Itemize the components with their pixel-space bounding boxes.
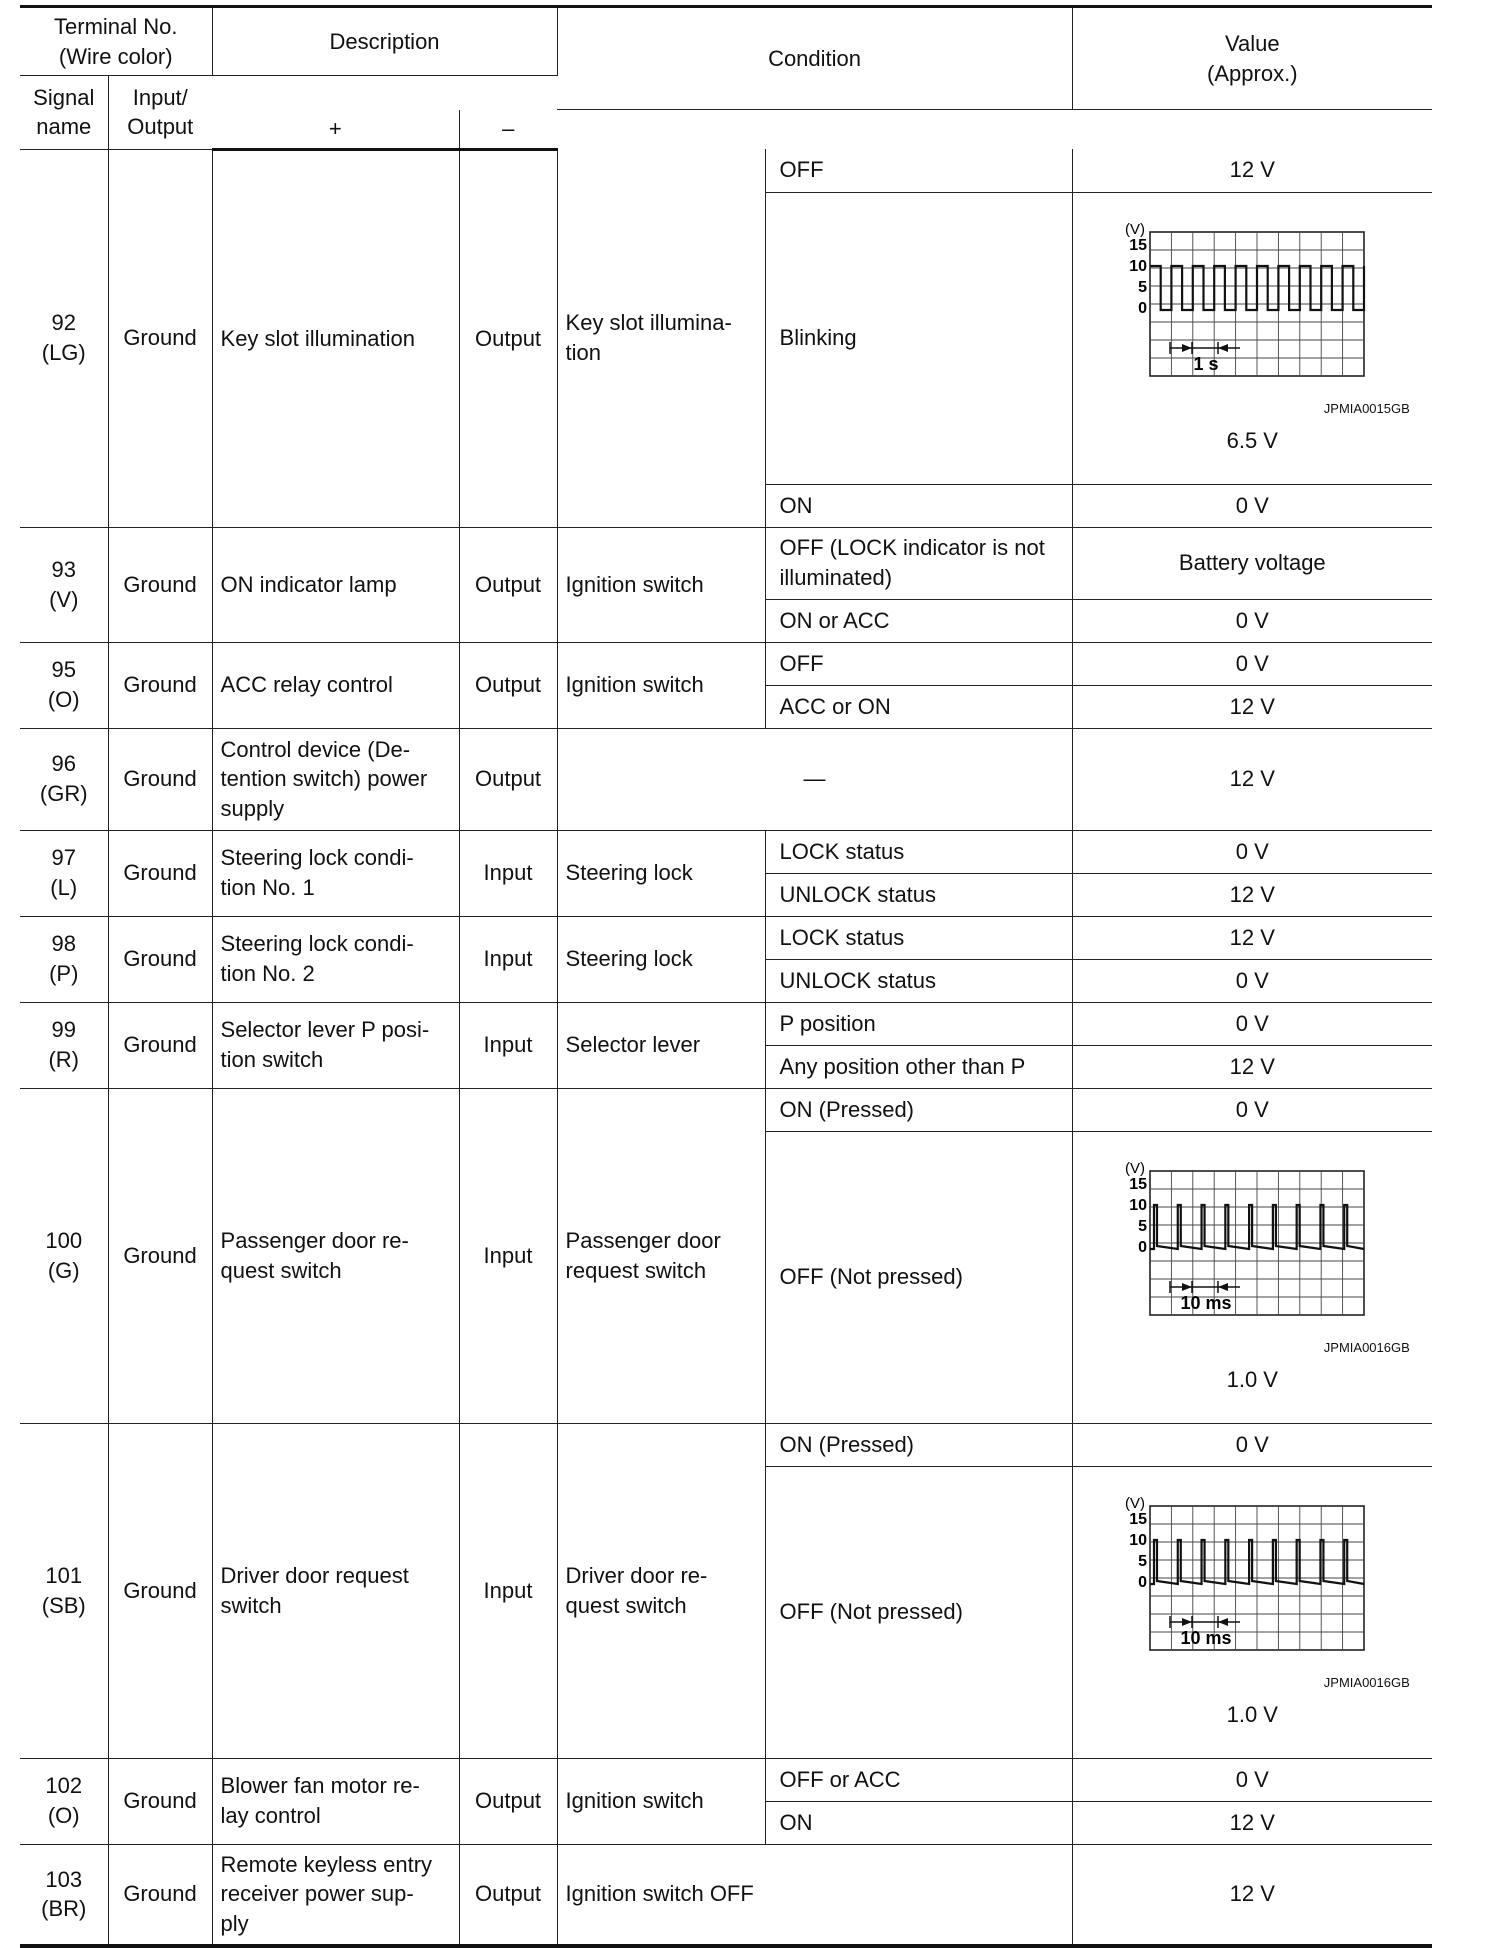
input-output-header: Input/ Output (108, 76, 212, 149)
terminal-cell: 98 (P) (20, 916, 108, 1002)
arrow-left-icon (1218, 1618, 1228, 1626)
condition-header: Condition (557, 7, 1072, 110)
signal-name-header: Signal name (20, 76, 108, 149)
table-row (20, 830, 1432, 873)
arrow-right-icon (1182, 344, 1192, 352)
ground-cell: Ground (108, 527, 212, 642)
value-cell: Battery voltage (1072, 527, 1432, 599)
subcondition-cell: UNLOCK status (765, 959, 1072, 1002)
subcondition-cell: OFF or ACC (765, 1758, 1072, 1801)
condition-cell: Selector lever (557, 1002, 765, 1088)
condition-cell: Ignition switch (557, 642, 765, 728)
waveform-chart (1095, 1161, 1405, 1339)
subcondition-cell: ON (Pressed) (765, 1423, 1072, 1466)
table-row (20, 149, 1432, 192)
description-header: Description (212, 7, 557, 76)
axis-unit-label: (V) (1124, 1496, 1145, 1513)
terminal-cell: 92 (LG) (20, 149, 108, 527)
y-tick-label: 10 (1129, 1532, 1147, 1550)
signal-cell: Driver door request switch (212, 1423, 459, 1758)
ground-cell: Ground (108, 642, 212, 728)
y-tick-label: 10 (1129, 258, 1147, 276)
terminal-cell: 101 (SB) (20, 1423, 108, 1758)
condition-cell: Ignition switch OFF (557, 1844, 1072, 1946)
io-cell: Output (459, 149, 557, 527)
condition-cell: Steering lock (557, 916, 765, 1002)
waveform-cell (1072, 192, 1432, 484)
arrow-right-icon (1182, 1283, 1192, 1291)
ground-cell: Ground (108, 830, 212, 916)
condition-cell: Key slot illumina- tion (557, 149, 765, 527)
signal-cell: ON indicator lamp (212, 527, 459, 642)
figure-code: JPMIA0015GB (1323, 401, 1410, 417)
subcondition-cell: UNLOCK status (765, 873, 1072, 916)
io-cell: Output (459, 527, 557, 642)
y-tick-label: 5 (1137, 1218, 1147, 1236)
subcondition-cell: Any position other than P (765, 1045, 1072, 1088)
terminal-cell: 103 (BR) (20, 1844, 108, 1946)
table-row (20, 527, 1432, 599)
table-row (20, 916, 1432, 959)
signal-cell: Control device (De- tention switch) power supply (212, 728, 459, 830)
ground-cell: Ground (108, 1088, 212, 1423)
io-cell: Output (459, 728, 557, 830)
terminal-cell: 102 (O) (20, 1758, 108, 1844)
arrow-left-icon (1218, 1283, 1228, 1291)
terminal-cell: 95 (O) (20, 642, 108, 728)
io-cell: Output (459, 642, 557, 728)
subcondition-cell: LOCK status (765, 916, 1072, 959)
value-cell: 12 V (1072, 685, 1432, 728)
value-cell: 0 V (1072, 830, 1432, 873)
signal-cell: Passenger door re- quest switch (212, 1088, 459, 1423)
signal-cell: Remote keyless entry receiver power sup- ply (212, 1844, 459, 1946)
waveform-chart (1095, 1496, 1405, 1674)
subcondition-cell: OFF (765, 149, 1072, 192)
value-cell: 12 V (1072, 1844, 1432, 1946)
io-cell: Input (459, 1088, 557, 1423)
value-cell: 0 V (1072, 1002, 1432, 1045)
signal-trace (1150, 266, 1364, 310)
y-tick-label: 0 (1137, 300, 1147, 318)
table-row (20, 1423, 1432, 1466)
value-cell: 12 V (1072, 728, 1432, 830)
value-cell: 0 V (1072, 959, 1432, 1002)
ground-cell: Ground (108, 1758, 212, 1844)
y-tick-label: 0 (1137, 1239, 1147, 1257)
axis-unit-label: (V) (1124, 222, 1145, 239)
y-tick-label: 5 (1137, 279, 1147, 297)
figure-code: JPMIA0016GB (1323, 1340, 1410, 1356)
subcondition-cell: OFF (LOCK indicator is not illuminated) (765, 527, 1072, 599)
io-cell: Input (459, 1423, 557, 1758)
terminal-cell: 99 (R) (20, 1002, 108, 1088)
terminal-cell: 96 (GR) (20, 728, 108, 830)
subcondition-cell: OFF (765, 642, 1072, 685)
value-cell: 0 V (1072, 599, 1432, 642)
subcondition-cell: OFF (Not pressed) (765, 1466, 1072, 1758)
terminal-cell: 97 (L) (20, 830, 108, 916)
ground-cell: Ground (108, 728, 212, 830)
value-cell: 12 V (1072, 1045, 1432, 1088)
minus-header: – (459, 110, 557, 149)
value-header: Value (Approx.) (1072, 7, 1432, 110)
condition-cell: Passenger door request switch (557, 1088, 765, 1423)
y-tick-label: 10 (1129, 1197, 1147, 1215)
value-cell: 0 V (1072, 1758, 1432, 1801)
signal-cell: Steering lock condi- tion No. 1 (212, 830, 459, 916)
value-cell: 1.0 V (1226, 1701, 1278, 1727)
figure-code: JPMIA0016GB (1323, 1675, 1410, 1691)
y-tick-label: 15 (1129, 1511, 1147, 1529)
y-tick-label: 15 (1129, 1176, 1147, 1194)
subcondition-cell: ON (Pressed) (765, 1088, 1072, 1131)
value-cell: 12 V (1072, 916, 1432, 959)
subcondition-cell: ACC or ON (765, 685, 1072, 728)
value-cell: 12 V (1072, 1801, 1432, 1844)
waveform-cell (1072, 1131, 1432, 1423)
io-cell: Input (459, 830, 557, 916)
subcondition-cell: P position (765, 1002, 1072, 1045)
terminal-spec-table (20, 5, 1432, 1948)
io-cell: Output (459, 1758, 557, 1844)
y-tick-label: 15 (1129, 237, 1147, 255)
ground-cell: Ground (108, 1844, 212, 1946)
signal-cell: Key slot illumination (212, 149, 459, 527)
y-tick-label: 5 (1137, 1553, 1147, 1571)
value-cell: 1.0 V (1226, 1366, 1278, 1392)
condition-cell: Ignition switch (557, 1758, 765, 1844)
condition-cell: — (557, 728, 1072, 830)
time-scale-label: 10 ms (1180, 1293, 1232, 1314)
ground-cell: Ground (108, 916, 212, 1002)
io-cell: Output (459, 1844, 557, 1946)
time-scale-label: 10 ms (1180, 1628, 1232, 1649)
arrow-left-icon (1218, 344, 1228, 352)
subcondition-cell: LOCK status (765, 830, 1072, 873)
table-row (20, 1088, 1432, 1131)
plus-header: + (212, 110, 459, 149)
condition-cell: Driver door re- quest switch (557, 1423, 765, 1758)
value-cell: 0 V (1072, 1423, 1432, 1466)
value-cell: 12 V (1072, 149, 1432, 192)
signal-cell: Blower fan motor re- lay control (212, 1758, 459, 1844)
y-tick-label: 0 (1137, 1574, 1147, 1592)
io-cell: Input (459, 1002, 557, 1088)
signal-cell: Steering lock condi- tion No. 2 (212, 916, 459, 1002)
condition-cell: Steering lock (557, 830, 765, 916)
value-cell: 12 V (1072, 873, 1432, 916)
signal-cell: ACC relay control (212, 642, 459, 728)
waveform-chart (1095, 222, 1405, 400)
condition-cell: Ignition switch (557, 527, 765, 642)
value-cell: 0 V (1072, 484, 1432, 527)
waveform-cell (1072, 1466, 1432, 1758)
table-row (20, 1002, 1432, 1045)
signal-cell: Selector lever P posi- tion switch (212, 1002, 459, 1088)
terminal-cell: 100 (G) (20, 1088, 108, 1423)
subcondition-cell: OFF (Not pressed) (765, 1131, 1072, 1423)
table-row (20, 642, 1432, 685)
value-cell: 0 V (1072, 642, 1432, 685)
subcondition-cell: ON (765, 1801, 1072, 1844)
ground-cell: Ground (108, 1002, 212, 1088)
io-cell: Input (459, 916, 557, 1002)
subcondition-cell: Blinking (765, 192, 1072, 484)
table-row (20, 1844, 1432, 1946)
value-cell: 0 V (1072, 1088, 1432, 1131)
subcondition-cell: ON or ACC (765, 599, 1072, 642)
terminal-cell: 93 (V) (20, 527, 108, 642)
subcondition-cell: ON (765, 484, 1072, 527)
value-cell: 6.5 V (1226, 427, 1278, 453)
ground-cell: Ground (108, 1423, 212, 1758)
terminal-spec-page (20, 5, 1432, 1948)
table-row (20, 1758, 1432, 1801)
table-row (20, 728, 1432, 830)
arrow-right-icon (1182, 1618, 1192, 1626)
terminal-no-header: Terminal No. (Wire color) (20, 7, 212, 76)
ground-cell: Ground (108, 149, 212, 527)
axis-unit-label: (V) (1124, 1161, 1145, 1178)
time-scale-label: 1 s (1193, 354, 1219, 375)
